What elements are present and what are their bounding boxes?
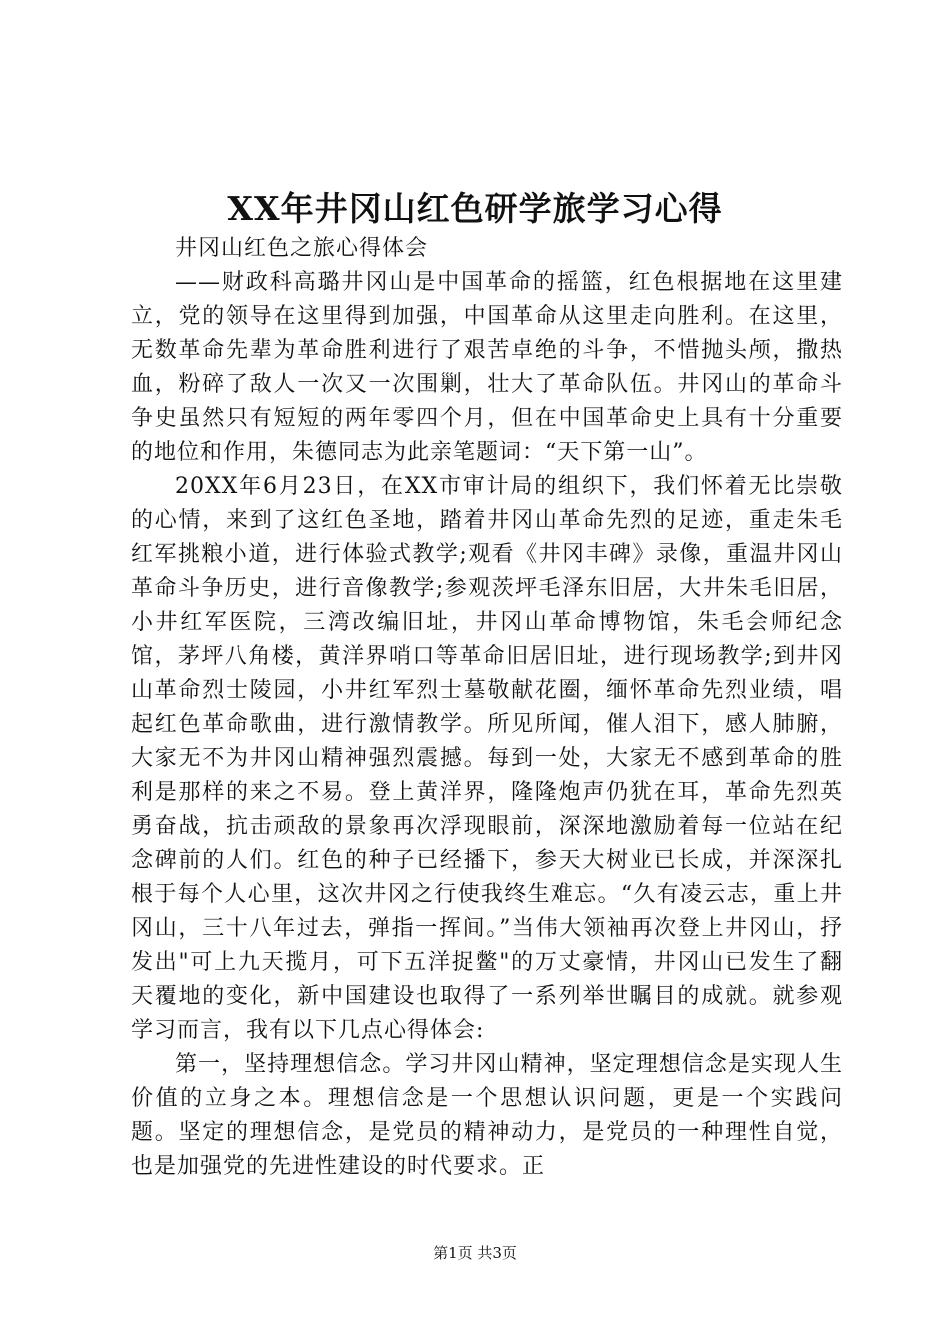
document-title: XX年井冈山红色研学旅学习心得: [227, 189, 723, 228]
page-footer: 第1页 共3页: [433, 1244, 517, 1262]
paragraph-subtitle: 井冈山红色之旅心得体会: [175, 236, 429, 261]
paragraph-intro: ——财政科高璐井冈山是中国革命的摇篮，红色根据地在这里建立，党的领导在这里得到加强，中国革命从这里走向胜利。在这里，无数革命先辈为革命胜利进行了艰苦卓绝的斗争，不惜抛头颅，撒热血，粉碎了敌人一次又一次围剿，壮大了革命队伍。井冈山的革命斗争史虽然只有短短的两年零四个月，但在中国革命史上具有十分重要的地位和作用，朱德同志为此亲笔题词：“天下第一山”。: [131, 270, 843, 465]
document-body: [131, 232, 843, 1184]
paragraph-visit: 20XX年6月23日，在XX市审计局的组织下，我们怀着无比崇敬的心情，来到了这红色圣地，踏着井冈山革命先烈的足迹，重走朱毛红军挑粮小道，进行体验式教学;观看《井冈丰碑》录像，重温井冈山革命斗争历史，进行音像教学;参观茨坪毛泽东旧居，大井朱毛旧居，小井红军医院，三湾改编旧址，井冈山革命博物馆，朱毛会师纪念馆，茅坪八角楼，黄洋界哨口等革命旧居旧址，进行现场教学;到井冈山革命烈士陵园，小井红军烈士墓敬献花圈，缅怀革命先烈业绩，唱起红色革命歌曲，进行激情教学。所见所闻，催人泪下，感人肺腑，大家无不为井冈山精神强烈震撼。每到一处，大家无不感到革命的胜利是那样的来之不易。登上黄洋界，隆隆炮声仍犹在耳，革命先烈英勇奋战，抗击顽敌的景象再次浮现眼前，深深地激励着每一位站在纪念碑前的人们。红色的种子已经播下，参天大树业已长成，并深深扎根于每个人心里，这次井冈之行使我终生难忘。“久有凌云志，重上井冈山，三十八年过去，弹指一挥间。”当伟大领袖再次登上井冈山，抒发出"可上九天揽月，可下五洋捉鳖"的万丈豪情，井冈山已发生了翻天覆地的变化，新中国建设也取得了一系列举世瞩目的成就。就参观学习而言，我有以下几点心得体会:: [131, 474, 843, 1043]
paragraph-first-point: 第一，坚持理想信念。学习井冈山精神，坚定理想信念是实现人生价值的立身之本。理想信念是一个思想认识问题，更是一个实践问题。坚定的理想信念，是党员的精神动力，是党员的一种理性自觉，也是加强党的先进性建设的时代要求。正: [131, 1052, 843, 1179]
